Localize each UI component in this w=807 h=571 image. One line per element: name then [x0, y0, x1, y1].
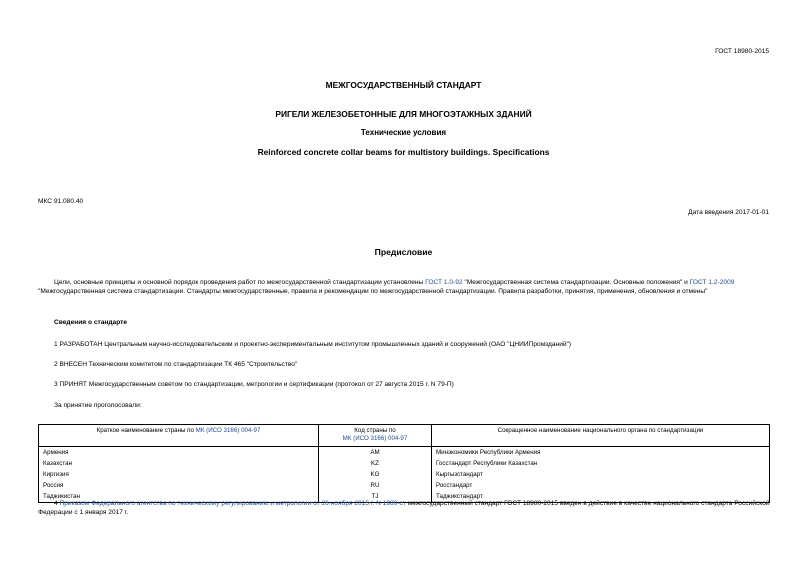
country-code-cell: AM [319, 446, 432, 458]
country-name-header [39, 425, 319, 447]
country-code-cell: KG [319, 469, 432, 480]
effective-date: Дата введения 2017-01-01 [688, 209, 769, 216]
item-4-number: 4 [54, 500, 60, 507]
country-code-header [319, 425, 432, 447]
mk-iso-3166-link[interactable]: МК (ИСО 3166) 004-97 [195, 427, 261, 434]
item-2-submitted: 2 ВНЕСЕН Техническим комитетом по стандартизации ТК 465 "Строительство" [54, 361, 298, 368]
country-code-cell: RU [319, 480, 432, 491]
country-code-cell: KZ [319, 458, 432, 469]
country-name-header-text: Краткое наименование страны по [96, 427, 196, 434]
document-subtitle: Технические условия [360, 128, 447, 137]
document-number: ГОСТ 18980-2015 [715, 48, 769, 55]
country-code-cell: TJ [319, 491, 432, 503]
national-body-cell: Госстандарт Республики Казахстан [432, 458, 770, 469]
table-row [39, 469, 770, 480]
country-name-cell: Россия [39, 480, 319, 491]
item-4-order-paragraph [38, 500, 770, 518]
national-body-cell: Росстандарт [432, 480, 770, 491]
table-row [39, 458, 770, 469]
document-title-english: Reinforced concrete collar beams for multistory buildings. Specifications [257, 147, 550, 157]
national-body-header: Сокращенное наименование национального органа по стандартизации [432, 425, 770, 447]
table-header-row [39, 425, 770, 447]
mks-code: МКС 91.080.40 [38, 198, 84, 205]
country-name-cell: Армения [39, 446, 319, 458]
table-row [39, 480, 770, 491]
mk-iso-3166-link-2[interactable]: МК (ИСО 3166) 004-97 [342, 435, 408, 443]
voting-countries-table [38, 424, 770, 503]
country-name-cell: Казахстан [39, 458, 319, 469]
standard-info-heading: Сведения о стандарте [54, 319, 128, 326]
document-title: РИГЕЛИ ЖЕЛЕЗОБЕТОННЫЕ ДЛЯ МНОГОЭТАЖНЫХ ЗДАНИЙ [275, 109, 532, 119]
national-body-cell: Кыргызстандарт [432, 469, 770, 480]
country-name-cell: Киргизия [39, 469, 319, 480]
table-row [39, 446, 770, 458]
national-body-cell: Таджикстандарт [432, 491, 770, 503]
intro-text-1: Цели, основные принципы и основной порядок проведения работ по межгосударственной стандартизации установлены [54, 279, 426, 286]
national-body-cell: Минэкономики Республики Армения [432, 446, 770, 458]
rosstandart-order-link[interactable]: Приказом Федерального агентства по техническому регулированию и метрологии от 26 ноября 2015 г. N 1989-ст [59, 500, 406, 507]
foreword-heading: Предисловие [374, 247, 433, 257]
foreword-intro-paragraph [38, 279, 770, 297]
item-4-text: межгосударственный стандарт ГОСТ 18980-2015 введен в действие в качестве национального стандарта Российской Федерации с 1 января 2017 г. [38, 500, 770, 516]
item-1-developed: 1 РАЗРАБОТАН Центральным научно-исследовательским и проектно-экспериментальным институтом промышленных зданий и сооружений (ОАО "ЦНИИПромзданий") [54, 341, 572, 348]
intro-text-3: "Межгосударственная система стандартизации. Стандарты межгосударственные, правила и рекомендации по межгосударственной стандартизации. Правила разработки, принятия, применения, обновления и отмены" [38, 287, 708, 295]
standard-type-heading: МЕЖГОСУДАРСТВЕННЫЙ СТАНДАРТ [325, 80, 482, 90]
intro-text-2: "Межгосударственная система стандартизации. Основные положения" и [462, 279, 690, 286]
gost-1-2-2009-link[interactable]: ГОСТ 1.2-2009 [689, 279, 735, 286]
country-code-header-text: Код страны по [354, 427, 396, 434]
voted-label: За принятие проголосовали: [54, 402, 142, 409]
item-3-adopted: 3 ПРИНЯТ Межгосударственным советом по стандартизации, метрологии и сертификации (протокол от 27 августа 2015 г. N 79-П) [54, 381, 454, 388]
country-name-cell: Таджикистан [39, 491, 319, 503]
gost-1-0-92-link[interactable]: ГОСТ 1.0-92 [425, 279, 463, 286]
